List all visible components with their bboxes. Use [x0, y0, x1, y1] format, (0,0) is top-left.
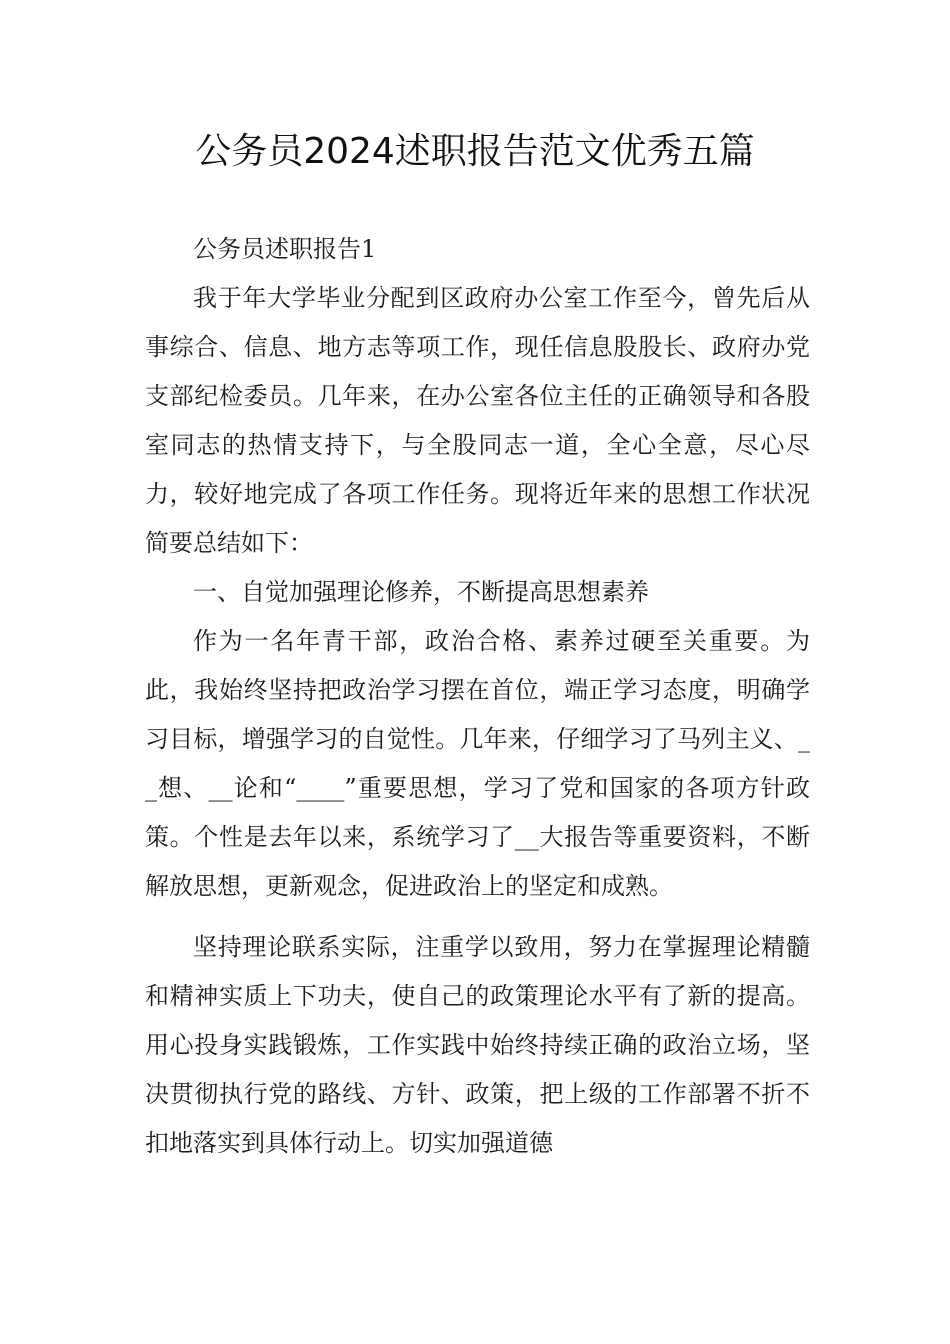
paragraph-spacer	[145, 911, 810, 923]
section-heading: 公务员述职报告1	[193, 235, 377, 263]
paragraph: 坚持理论联系实际，注重学以致用，努力在掌握理论精髓和精神实质上下功夫，使自己的政策理论水平有了新的提高。用心投身实践锻炼，工作实践中始终持续正确的政治立场，坚决贯彻执行党的路线、方针、政策，把上级的工作部署不折不扣地落实到具体行动上。切实加强道德	[145, 933, 810, 1157]
paragraph: 我于年大学毕业分配到区政府办公室工作至今，曾先后从事综合、信息、地方志等项工作，现任信息股股长、政府办党支部纪检委员。几年来，在办公室各位主任的正确领导和各股室同志的热情支持下，与全股同志一道，全心全意，尽心尽力，较好地完成了各项工作任务。现将近年来的思想工作状况简要总结如下：	[145, 284, 810, 557]
paragraph: 作为一名年青干部，政治合格、素养过硬至关重要。为此，我始终坚持把政治学习摆在首位，端正学习态度，明确学习目标，增强学习的自觉性。几年来，仔细学习了马列主义、__想、__论和“____”重要思想，学习了党和国家的各项方针政策。个性是去年以来，系统学习了__大报告等重要资料，不断解放思想，更新观念，促进政治上的坚定和成熟。	[145, 627, 810, 900]
document-body	[145, 225, 810, 1168]
subsection-heading: 一、自觉加强理论修养，不断提高思想素养	[193, 578, 649, 606]
document-title: 公务员2024述职报告范文优秀五篇	[195, 131, 755, 172]
